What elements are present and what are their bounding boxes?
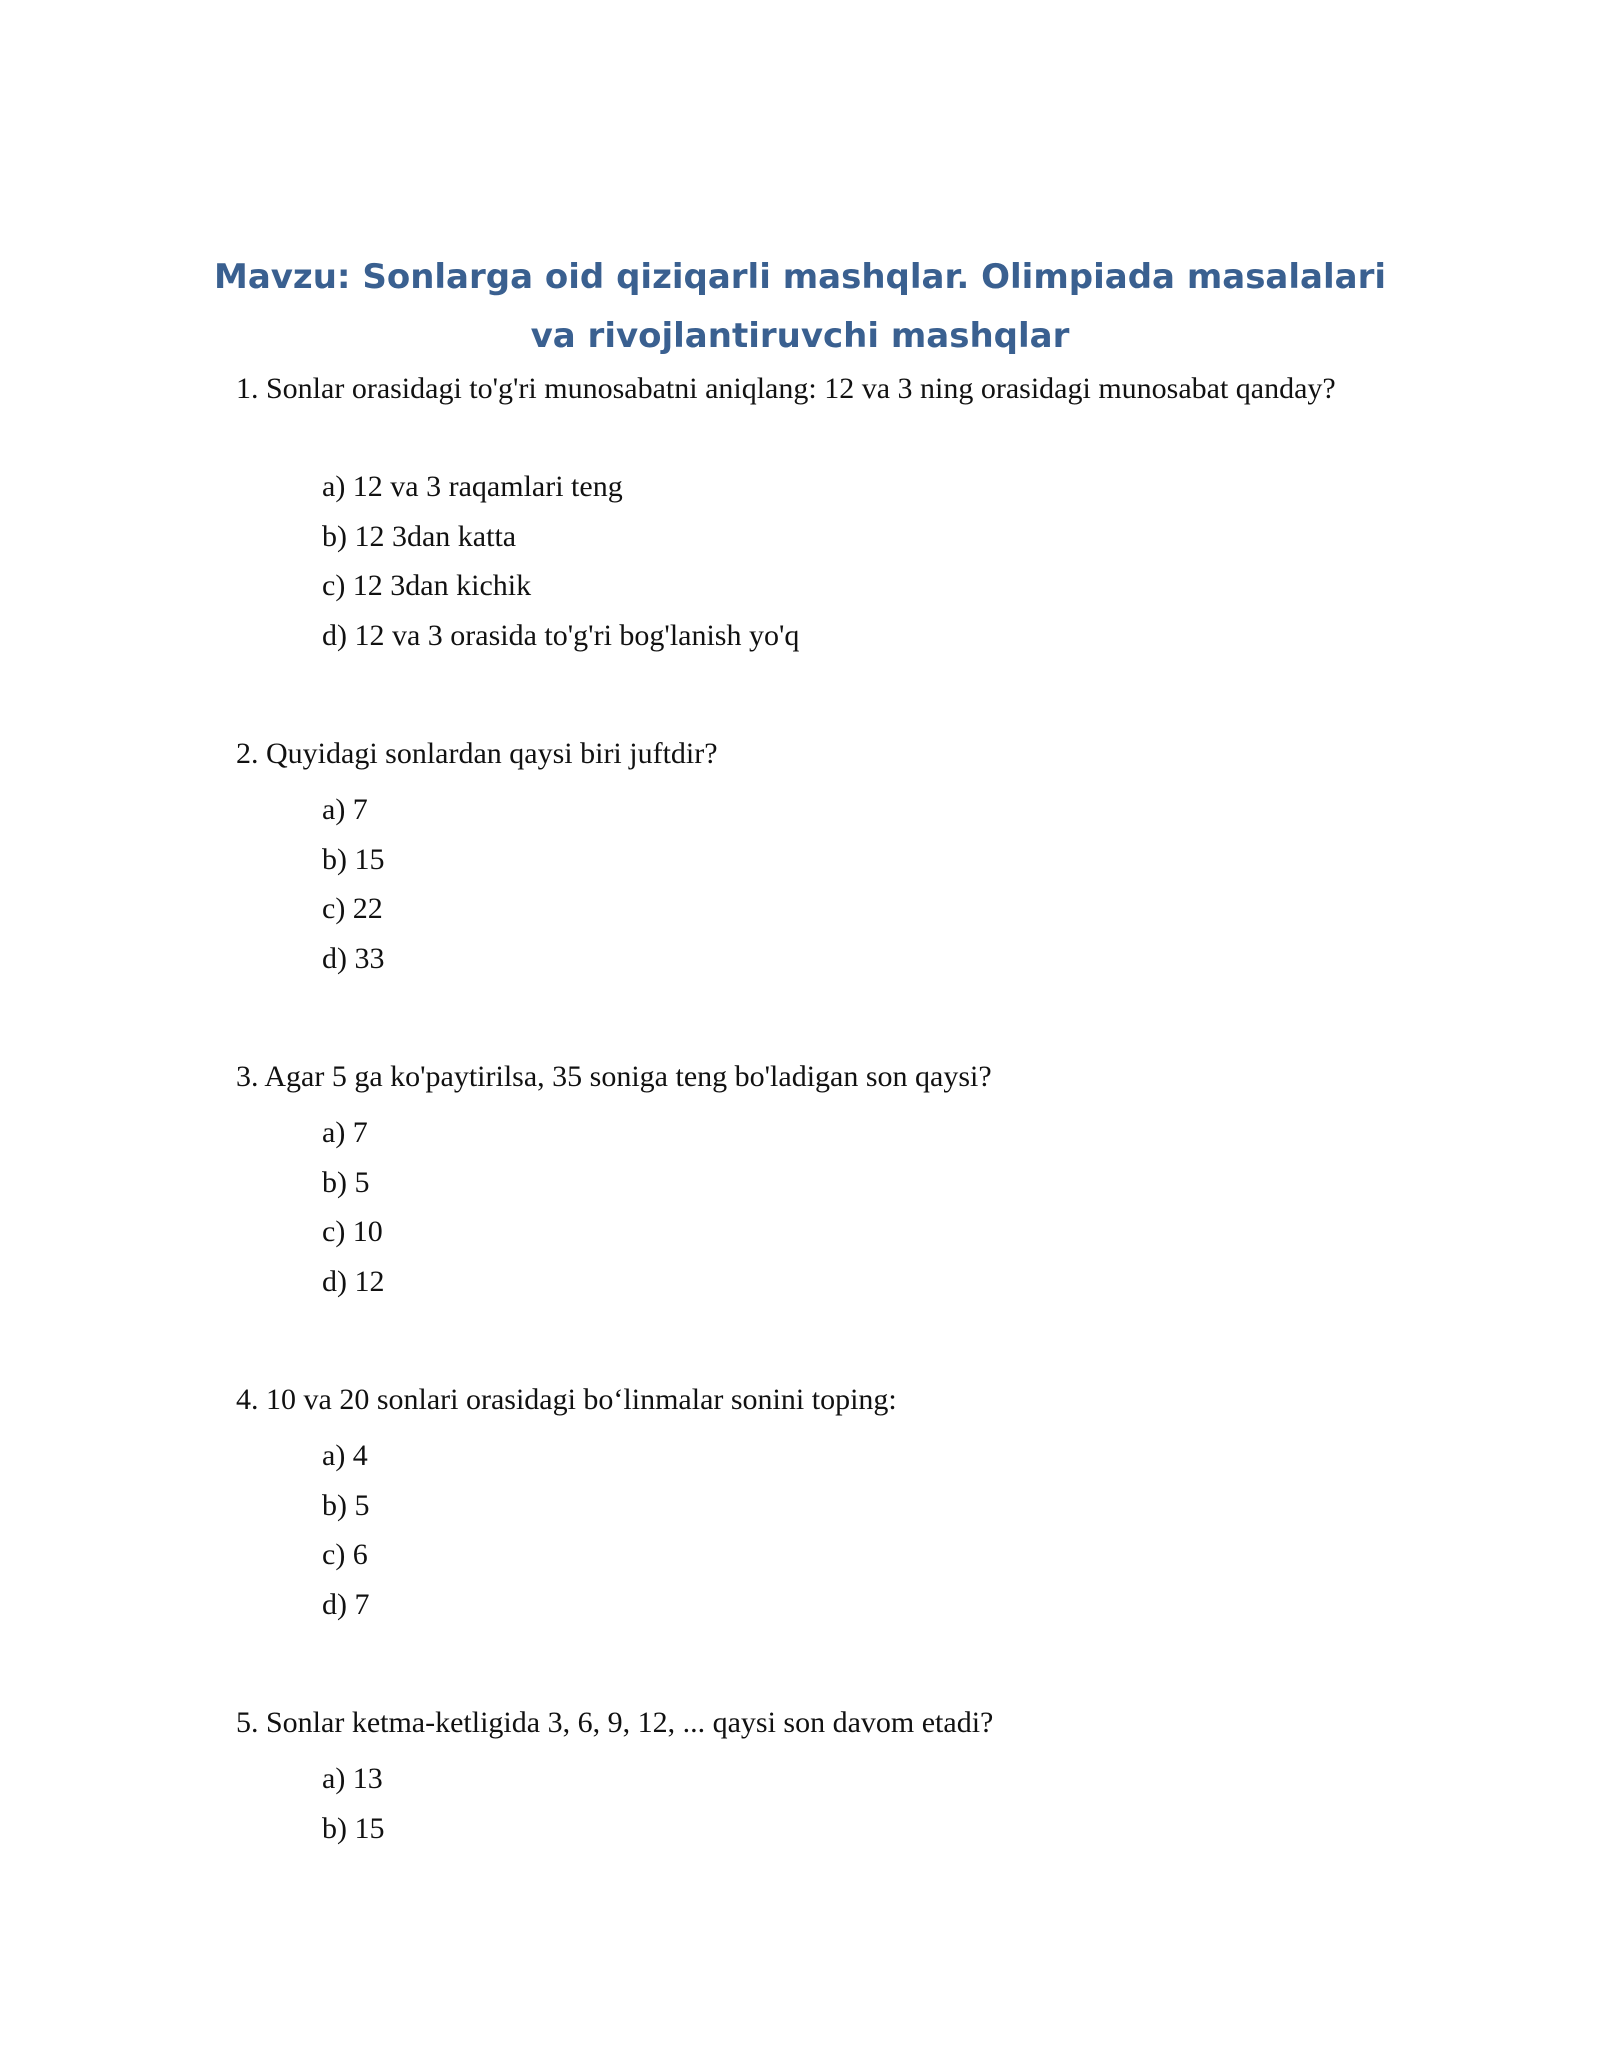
question-1-option-b: b) 12 3dan katta (322, 519, 517, 553)
question-5-options (322, 1754, 385, 1853)
question-2-option-c: c) 22 (322, 892, 383, 925)
question-2-options (322, 785, 385, 983)
question-4-option-a: a) 4 (322, 1439, 368, 1472)
question-4-text: 4. 10 va 20 sonlari orasidagi bo‘linmalar sonini toping: (236, 1383, 897, 1416)
question-1-option-d: d) 12 va 3 orasida to'g'ri bog'lanish yo'q (322, 618, 800, 652)
question-4-options (322, 1431, 370, 1629)
question-1-text: 1. Sonlar orasidagi to'g'ri munosabatni aniqlang: 12 va 3 ning orasidagi munosabat qanday? (236, 372, 1336, 405)
question-5-option-b: b) 15 (322, 1811, 385, 1845)
question-1-option-c: c) 12 3dan kichik (322, 569, 532, 602)
question-3-option-b: b) 5 (322, 1165, 370, 1199)
question-2-text: 2. Quyidagi sonlardan qaysi biri juftdir? (236, 737, 718, 770)
question-2-option-b: b) 15 (322, 842, 385, 876)
question-4-option-b: b) 5 (322, 1488, 370, 1522)
question-2-option-d: d) 33 (322, 941, 385, 975)
question-5-text: 5. Sonlar ketma-ketligida 3, 6, 9, 12, ... qaysi son davom etadi? (236, 1706, 994, 1739)
question-1-option-a: a) 12 va 3 raqamlari teng (322, 470, 623, 503)
question-2-option-a: a) 7 (322, 793, 368, 826)
question-1-options (322, 462, 799, 660)
question-3-option-a: a) 7 (322, 1116, 368, 1149)
question-4-option-d: d) 7 (322, 1587, 370, 1621)
question-3-options (322, 1108, 385, 1306)
document-title: Mavzu: Sonlarga oid qiziqarli mashqlar. Olimpiada masalalari va rivojlantiruvchi mashqlar (213, 257, 1386, 356)
question-3-text: 3. Agar 5 ga ko'paytirilsa, 35 soniga teng bo'ladigan son qaysi? (236, 1060, 992, 1093)
question-3-option-c: c) 10 (322, 1215, 383, 1248)
question-4-option-c: c) 6 (322, 1538, 368, 1571)
question-3-option-d: d) 12 (322, 1264, 385, 1298)
question-5-option-a: a) 13 (322, 1762, 383, 1795)
